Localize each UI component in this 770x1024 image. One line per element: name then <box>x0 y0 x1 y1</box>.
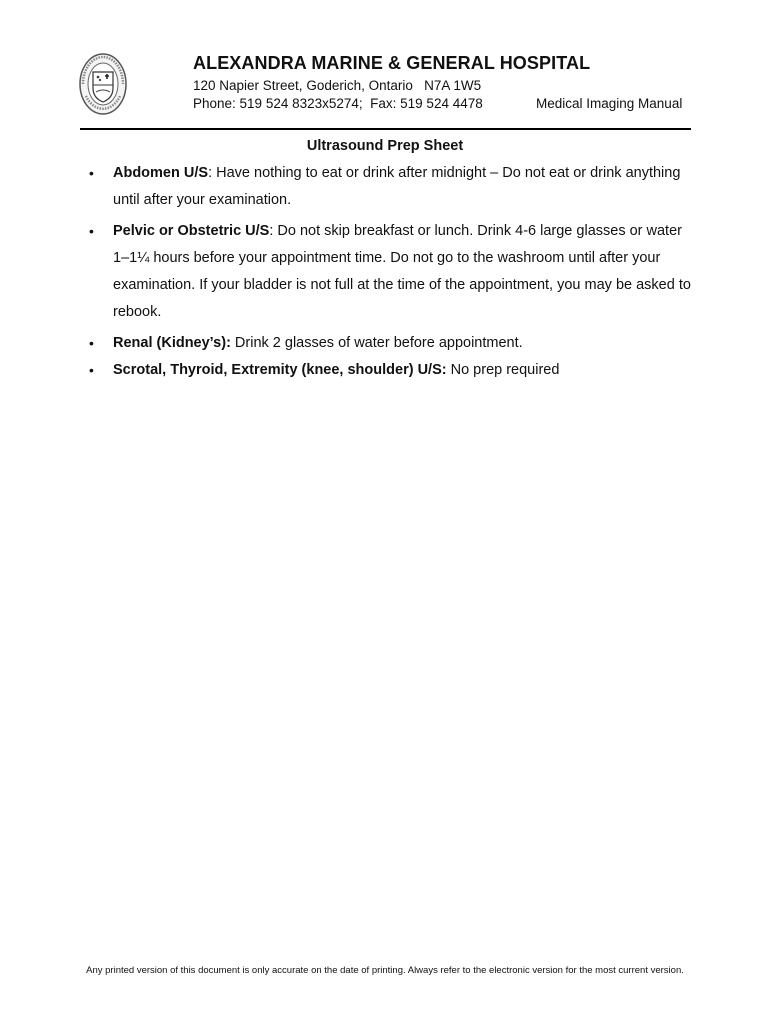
page-title: Ultrasound Prep Sheet <box>306 138 464 154</box>
item-text: Drink 2 glasses of water before appointment. <box>230 335 523 351</box>
bullet-icon: • <box>89 362 94 378</box>
item-label: Renal (Kidney’s): <box>113 335 231 351</box>
bullet-icon: • <box>89 335 94 351</box>
list-item <box>80 160 700 214</box>
item-text: No prep required <box>446 362 560 378</box>
bullet-icon: • <box>89 165 94 181</box>
item-separator: : <box>269 223 274 239</box>
manual-name: Medical Imaging Manual <box>536 96 683 111</box>
item-text: Have nothing to eat or drink after midnight – Do not eat or drink anything until after your examination. <box>113 165 681 208</box>
hospital-address: 120 Napier Street, Goderich, Ontario N7A 1W5 <box>193 78 482 93</box>
list-item <box>80 218 700 326</box>
prep-list <box>80 160 700 384</box>
hospital-seal-icon <box>78 52 128 116</box>
item-separator: : <box>208 165 213 181</box>
header-divider <box>80 128 691 130</box>
item-label: Pelvic or Obstetric U/S <box>113 223 270 239</box>
item-text: Do not skip breakfast or lunch. Drink 4-6 large glasses or water 1–1¼ hours before your appointment time. Do not go to the washroom until after your examination. If your bladder is not full at the time of the appointment, you may be asked to rebook. <box>113 223 691 320</box>
list-item <box>80 330 700 357</box>
bullet-icon: • <box>89 223 94 239</box>
item-label: Abdomen U/S <box>113 165 209 181</box>
item-label: Scrotal, Thyroid, Extremity (knee, shoulder) U/S: <box>113 362 447 378</box>
list-item <box>80 357 700 384</box>
hospital-phone-fax: Phone: 519 524 8323x5274; Fax: 519 524 4478 <box>193 96 483 111</box>
hospital-name: ALEXANDRA MARINE & GENERAL HOSPITAL <box>193 53 591 73</box>
footer-disclaimer: Any printed version of this document is only accurate on the date of printing. Always refer to the electronic version for the most current version. <box>86 965 684 976</box>
